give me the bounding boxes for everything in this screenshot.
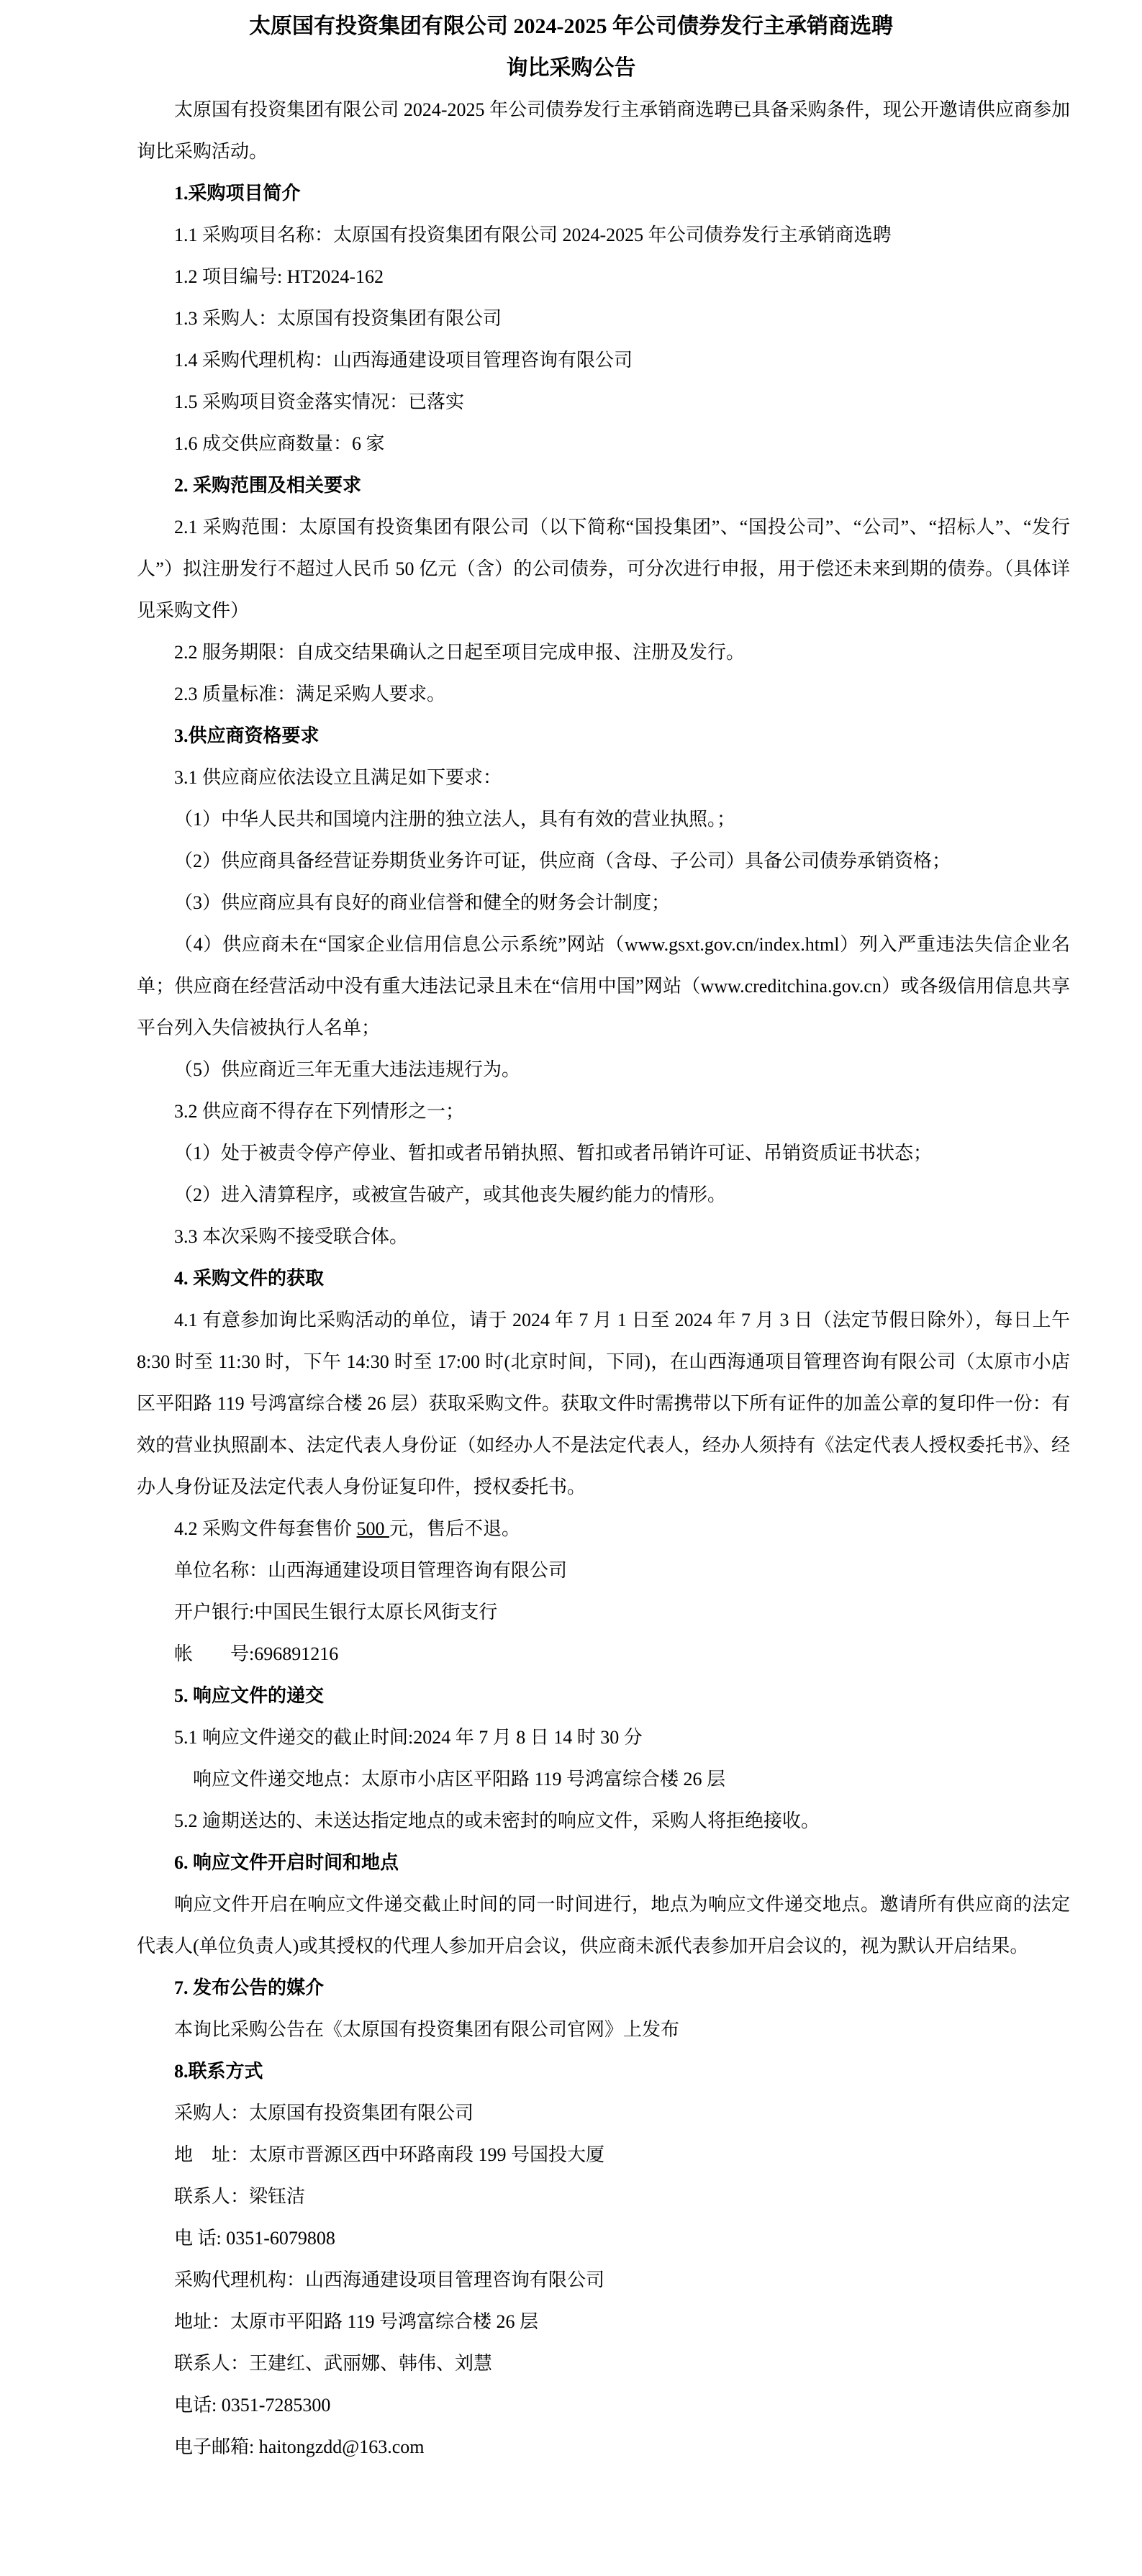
- item-4-2: [137, 1508, 1070, 1550]
- agency-phone: 电话: 0351-7285300: [174, 2395, 331, 2416]
- item-5-2: 5.2 逾期送达的、未送达指定地点的或未密封的响应文件，采购人将拒绝接收。: [174, 1810, 820, 1831]
- buyer-address: 地 址：太原市晋源区西中环路南段 199 号国投大厦: [174, 2144, 605, 2165]
- item-1-1: 1.1 采购项目名称：太原国有投资集团有限公司 2024-2025 年公司债券发行主承销商选聘: [174, 225, 892, 245]
- agency-unit-name: 单位名称：山西海通建设项目管理咨询有限公司: [174, 1560, 568, 1581]
- agency-bank: 开户银行:中国民生银行太原长风街支行: [174, 1602, 498, 1623]
- doc-title-line2: 询比采购公告: [506, 56, 636, 80]
- intro-paragraph: 太原国有投资集团有限公司 2024-2025 年公司债券发行主承销商选聘已具备采购条件，现公开邀请供应商参加询比采购活动。: [137, 99, 1070, 162]
- doc-fee-value: 500: [356, 1518, 390, 1539]
- section-6-heading: 6. 响应文件开启时间和地点: [174, 1852, 399, 1873]
- agency-email: 电子邮箱: haitongzdd@163.com: [174, 2436, 425, 2457]
- item-3-1-4: （4）供应商未在“国家企业信用信息公示系统”网站（www.gsxt.gov.cn/index.html）列入严重违法失信企业名单；供应商在经营活动中没有重大违法记录且未在“信用中国”网站（www.creditchina.gov.cn）或各级信用信息共享平台列入失信被执行人名单；: [137, 934, 1070, 1038]
- item-3-3: 3.3 本次采购不接受联合体。: [174, 1226, 409, 1247]
- item-3-1-1: （1）中华人民共和国境内注册的独立法人，具有有效的营业执照。；: [174, 809, 736, 830]
- item-1-3: 1.3 采购人：太原国有投资集团有限公司: [174, 308, 502, 329]
- section-2-heading: 2. 采购范围及相关要求: [174, 475, 362, 496]
- agency-name: 采购代理机构：山西海通建设项目管理咨询有限公司: [174, 2269, 605, 2290]
- section-8-heading: 8.联系方式: [174, 2061, 263, 2082]
- item-5-1: 5.1 响应文件递交的截止时间:2024 年 7 月 8 日 14 时 30 分: [174, 1727, 643, 1748]
- agency-contact-person: 联系人：王建红、武丽娜、韩伟、刘慧: [174, 2353, 493, 2374]
- item-1-5: 1.5 采购项目资金落实情况：已落实: [174, 391, 465, 412]
- item-4-2-text-pre: 4.2 采购文件每套售价: [174, 1518, 357, 1539]
- section-3-heading: 3.供应商资格要求: [174, 725, 320, 746]
- item-3-2-1: （1）处于被责令停产停业、暂扣或者吊销执照、暂扣或者吊销许可证、吊销资质证书状态；: [174, 1143, 933, 1164]
- buyer-contact-person: 联系人：梁钰洁: [174, 2186, 306, 2207]
- section-5-heading: 5. 响应文件的递交: [174, 1685, 325, 1706]
- section-7-heading: 7. 发布公告的媒介: [174, 1977, 325, 1998]
- section-1-heading: 1.采购项目简介: [174, 183, 301, 204]
- agency-account-number: 帐 号:696891216: [174, 1643, 339, 1664]
- section-7-paragraph: 本询比采购公告在《太原国有投资集团有限公司官网》上发布: [174, 2019, 680, 2040]
- section-6-paragraph: 响应文件开启在响应文件递交截止时间的同一时间进行，地点为响应文件递交地点。邀请所有供应商的法定代表人(单位负责人)或其授权的代理人参加开启会议，供应商未派代表参加开启会议的，视为默认开启结果。: [137, 1894, 1070, 1956]
- item-2-2: 2.2 服务期限：自成交结果确认之日起至项目完成申报、注册及发行。: [174, 642, 746, 663]
- doc-title-line1: 太原国有投资集团有限公司 2024-2025 年公司债券发行主承销商选聘: [249, 14, 893, 38]
- agency-address: 地址：太原市平阳路 119 号鸿富综合楼 26 层: [174, 2311, 539, 2332]
- item-3-2: 3.2 供应商不得存在下列情形之一；: [174, 1101, 465, 1122]
- item-4-1: 4.1 有意参加询比采购活动的单位，请于 2024 年 7 月 1 日至 2024 年 7 月 3 日（法定节假日除外），每日上午 8:30 时至 11:30 时，下午 14:30 时至 17:00 时(北京时间，下同)，在山西海通项目管理咨询有限公司（太原市小店区平阳路 119 号鸿富综合楼 26 层）获取采购文件。获取文件时需携带以下所有证件的加盖公章的复印件一份：有效的营业执照副本、法定代表人身份证（如经办人不是法定代表人，经办人须持有《法定代表人授权委托书》、经办人身份证及法定代表人身份证复印件，授权委托书。: [137, 1310, 1070, 1497]
- item-3-2-2: （2）进入清算程序，或被宣告破产，或其他丧失履约能力的情形。: [174, 1184, 727, 1205]
- buyer-phone: 电 话: 0351-6079808: [174, 2228, 335, 2249]
- item-3-1-5: （5）供应商近三年无重大违法违规行为。: [174, 1059, 521, 1080]
- item-3-1: 3.1 供应商应依法设立且满足如下要求：: [174, 767, 502, 788]
- buyer-name: 采购人：太原国有投资集团有限公司: [174, 2103, 474, 2123]
- item-2-1: 2.1 采购范围：太原国有投资集团有限公司（以下简称“国投集团”、“国投公司”、“公司”、“招标人”、“发行人”）拟注册发行不超过人民币 50 亿元（含）的公司债券，可分次进行申报，用于偿还未来到期的债券。（具体详见采购文件）: [137, 517, 1070, 621]
- item-2-3: 2.3 质量标准：满足采购人要求。: [174, 684, 446, 704]
- item-1-4: 1.4 采购代理机构：山西海通建设项目管理咨询有限公司: [174, 350, 633, 371]
- item-1-6: 1.6 成交供应商数量：6 家: [174, 433, 385, 454]
- submission-place: 响应文件递交地点：太原市小店区平阳路 119 号鸿富综合楼 26 层: [193, 1769, 726, 1790]
- item-3-1-2: （2）供应商具备经营证券期货业务许可证，供应商（含母、子公司）具备公司债券承销资格；: [174, 851, 951, 871]
- section-4-heading: 4. 采购文件的获取: [174, 1268, 325, 1289]
- item-3-1-3: （3）供应商应具有良好的商业信誉和健全的财务会计制度；: [174, 892, 671, 913]
- item-4-2-text-post: 元，售后不退。: [389, 1518, 521, 1539]
- item-1-2: 1.2 项目编号: HT2024-162: [174, 266, 384, 287]
